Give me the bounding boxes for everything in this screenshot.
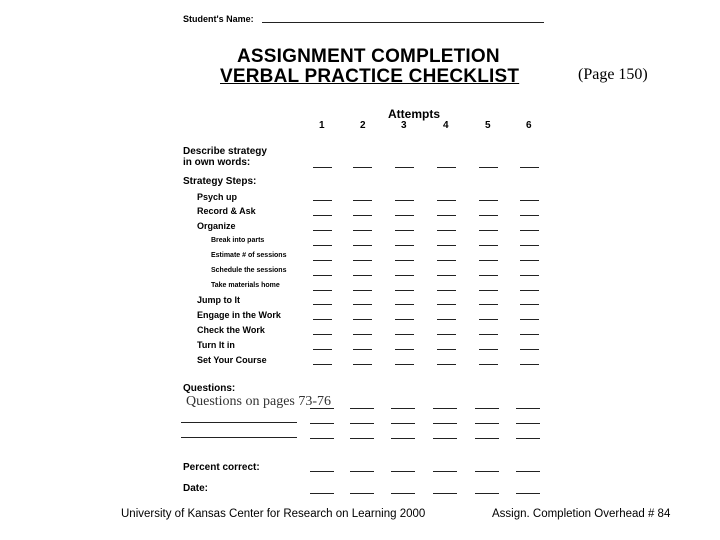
attempt-blank-line [475,438,499,439]
attempt-blank-line [520,290,539,291]
attempt-blank-line [353,349,372,350]
question-line [181,422,297,423]
attempt-blank-line [313,304,332,305]
attempt-blank-line [313,167,332,168]
student-name-label: Student's Name: [183,14,254,24]
attempt-blank-line [479,304,498,305]
attempt-blank-line [516,471,540,472]
attempt-blank-line [395,275,414,276]
step-engage-in-work: Engage in the Work [197,310,281,320]
describe-label-line-2: in own words: [183,157,251,168]
attempt-blank-line [313,245,332,246]
substep-take-materials-home: Take materials home [211,282,280,289]
title-line-1: ASSIGNMENT COMPLETION [237,46,500,67]
attempt-blank-line [479,319,498,320]
attempt-blank-line [437,349,456,350]
attempt-blank-line [353,304,372,305]
attempt-blank-line [353,245,372,246]
question-line [181,437,297,438]
attempt-blank-line [313,230,332,231]
attempt-blank-line [520,334,539,335]
attempt-blank-line [313,215,332,216]
attempt-number-2: 2 [360,120,366,131]
attempt-blank-line [475,408,499,409]
attempt-blank-line [520,245,539,246]
attempt-blank-line [350,493,374,494]
attempt-blank-line [437,245,456,246]
footer-left: University of Kansas Center for Research on Learning 2000 [121,508,426,520]
attempt-blank-line [391,493,415,494]
substep-schedule-sessions: Schedule the sessions [211,267,287,274]
attempt-blank-line [395,200,414,201]
strategy-steps-label: Strategy Steps: [183,176,257,187]
attempt-blank-line [353,230,372,231]
attempt-blank-line [395,245,414,246]
attempt-blank-line [437,167,456,168]
attempt-blank-line [353,260,372,261]
attempt-blank-line [310,493,334,494]
attempt-blank-line [520,319,539,320]
attempt-number-5: 5 [485,120,491,131]
footer-right: Assign. Completion Overhead # 84 [492,508,671,520]
attempt-blank-line [520,167,539,168]
attempt-blank-line [353,290,372,291]
attempt-number-6: 6 [526,120,532,131]
attempt-blank-line [437,364,456,365]
attempt-blank-line [395,260,414,261]
attempt-blank-line [520,215,539,216]
attempt-blank-line [433,493,457,494]
attempt-blank-line [310,438,334,439]
attempt-blank-line [437,230,456,231]
attempt-blank-line [479,334,498,335]
attempt-blank-line [437,334,456,335]
attempt-blank-line [479,275,498,276]
attempt-blank-line [395,230,414,231]
attempt-blank-line [437,275,456,276]
attempt-blank-line [395,167,414,168]
attempt-blank-line [353,275,372,276]
attempt-blank-line [437,290,456,291]
attempt-blank-line [353,215,372,216]
describe-label-line-1: Describe strategy [183,146,267,157]
attempt-blank-line [516,493,540,494]
attempt-blank-line [350,471,374,472]
attempt-blank-line [353,334,372,335]
attempt-blank-line [310,408,334,409]
attempt-blank-line [475,493,499,494]
attempt-blank-line [479,290,498,291]
attempt-number-4: 4 [443,120,449,131]
attempt-blank-line [395,215,414,216]
attempt-blank-line [313,275,332,276]
attempt-blank-line [433,471,457,472]
student-name-line [262,22,544,23]
step-psych-up: Psych up [197,192,238,202]
attempt-blank-line [313,290,332,291]
substep-break-into-parts: Break into parts [211,237,265,244]
attempt-blank-line [479,364,498,365]
attempt-blank-line [479,260,498,261]
attempt-blank-line [395,334,414,335]
attempt-blank-line [479,349,498,350]
attempt-blank-line [520,230,539,231]
attempt-blank-line [520,304,539,305]
attempt-blank-line [313,200,332,201]
attempt-blank-line [353,200,372,201]
attempt-blank-line [395,304,414,305]
attempt-blank-line [516,408,540,409]
attempt-blank-line [391,408,415,409]
step-set-your-course: Set Your Course [197,355,267,365]
attempt-blank-line [437,260,456,261]
attempt-blank-line [520,349,539,350]
step-turn-it-in: Turn It in [197,340,235,350]
attempt-blank-line [433,408,457,409]
attempt-blank-line [395,364,414,365]
attempt-blank-line [350,408,374,409]
step-record-ask: Record & Ask [197,206,256,216]
attempt-blank-line [437,319,456,320]
attempt-blank-line [437,215,456,216]
attempt-blank-line [475,423,499,424]
attempt-blank-line [433,423,457,424]
attempt-blank-line [353,319,372,320]
attempt-blank-line [353,167,372,168]
title-line-2: VERBAL PRACTICE CHECKLIST [220,66,520,87]
attempt-blank-line [313,334,332,335]
attempt-blank-line [350,423,374,424]
attempt-blank-line [479,200,498,201]
questions-label: Questions: [183,383,236,394]
attempt-number-3: 3 [401,120,407,131]
attempt-blank-line [313,260,332,261]
attempt-blank-line [520,200,539,201]
attempt-blank-line [475,471,499,472]
step-check-the-work: Check the Work [197,325,265,335]
attempt-blank-line [350,438,374,439]
attempt-blank-line [391,471,415,472]
attempt-blank-line [391,438,415,439]
attempt-blank-line [310,423,334,424]
attempt-blank-line [437,304,456,305]
attempt-blank-line [391,423,415,424]
attempt-blank-line [395,319,414,320]
step-jump-to-it: Jump to It [197,295,240,305]
attempt-blank-line [520,364,539,365]
page-reference: (Page 150) [578,66,648,83]
attempt-blank-line [353,364,372,365]
attempt-blank-line [520,275,539,276]
attempt-blank-line [395,290,414,291]
questions-note: Questions on pages 73-76 [186,394,332,409]
attempt-blank-line [433,438,457,439]
percent-correct-label: Percent correct: [183,462,260,473]
attempt-blank-line [516,423,540,424]
attempt-blank-line [479,167,498,168]
substep-estimate-sessions: Estimate # of sessions [211,252,287,259]
attempt-blank-line [479,215,498,216]
attempt-blank-line [310,471,334,472]
attempt-blank-line [313,349,332,350]
attempt-blank-line [313,364,332,365]
step-organize: Organize [197,221,236,231]
attempt-blank-line [516,438,540,439]
attempt-blank-line [479,245,498,246]
attempts-label: Attempts [388,107,441,121]
attempt-blank-line [395,349,414,350]
attempt-blank-line [313,319,332,320]
attempt-blank-line [479,230,498,231]
attempt-blank-line [437,200,456,201]
attempt-number-1: 1 [319,120,325,131]
attempt-blank-line [520,260,539,261]
date-label: Date: [183,483,209,494]
